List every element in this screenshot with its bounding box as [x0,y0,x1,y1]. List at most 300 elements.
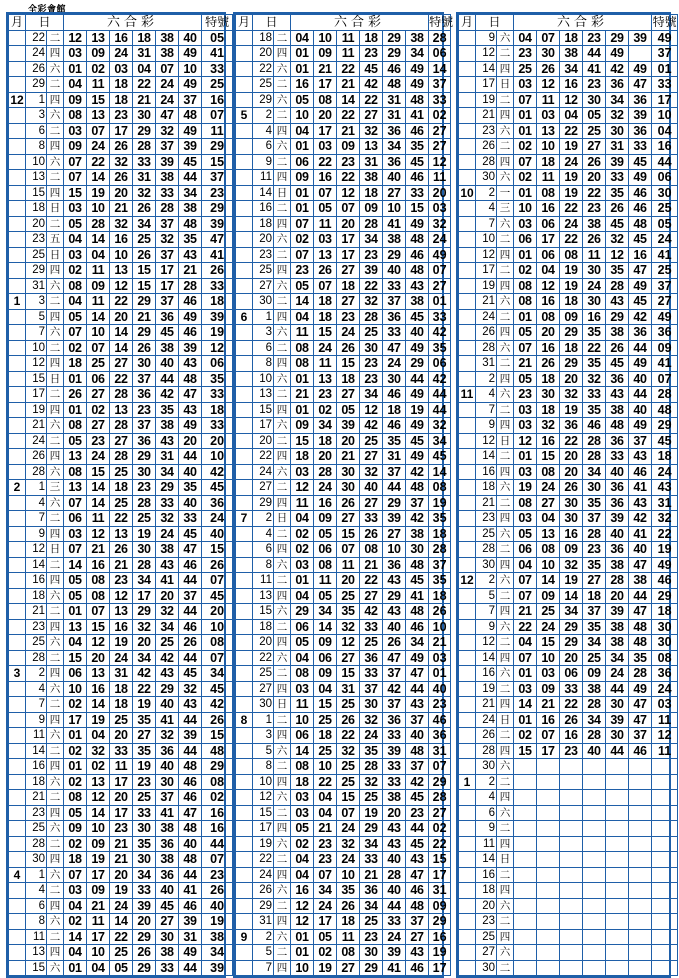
number-cell: 16 [110,232,133,248]
table-header-row [236,15,451,31]
number-cell: 03 [291,557,314,573]
number-cell: 36 [360,650,383,666]
number-cell: 02 [314,945,337,961]
special-number-cell: 44 [202,836,233,852]
draw-row [459,743,678,759]
number-cell: 04 [514,557,537,573]
number-cell: 38 [156,542,179,558]
number-cell: 05 [291,821,314,837]
number-cell: 37 [133,418,156,434]
number-cell: 45 [360,61,383,77]
special-number-cell: 45 [202,681,233,697]
number-cell: 36 [606,495,629,511]
draw-row [459,666,678,682]
number-cell: 11 [87,263,110,279]
day-cell: 5 [253,743,274,759]
day-cell: 25 [253,263,274,279]
day-cell: 3 [253,728,274,744]
header-title: 六合彩 [514,15,652,31]
number-cell: 20 [156,588,179,604]
number-cell: 38 [606,619,629,635]
draw-row [459,836,678,852]
month-cell [236,92,253,108]
day-cell: 20 [253,635,274,651]
number-cell: 03 [314,232,337,248]
weekday-cell: 六 [497,170,514,186]
number-cell: 25 [133,511,156,527]
number-cell: 48 [179,759,202,775]
number-cell: 32 [606,232,629,248]
day-cell: 11 [26,728,47,744]
month-cell [459,371,476,387]
number-cell: 04 [291,588,314,604]
special-number-cell: 29 [202,139,233,155]
number-cell: 23 [337,309,360,325]
number-cell: 39 [606,712,629,728]
day-cell: 29 [26,263,47,279]
special-number-cell: 36 [429,728,451,744]
number-cell: 37 [406,914,429,930]
day-cell: 12 [253,790,274,806]
draw-row [459,588,678,604]
number-cell: 10 [87,201,110,217]
number-cell: 30 [360,340,383,356]
weekday-cell: 六 [497,123,514,139]
special-number-cell: 19 [429,945,451,961]
weekday-cell: 六 [497,480,514,496]
number-cell: 06 [514,542,537,558]
day-cell: 9 [253,154,274,170]
number-cell: 20 [560,449,583,465]
weekday-cell: 四 [47,185,64,201]
number-cell: 45 [179,666,202,682]
number-cell: 34 [360,387,383,403]
number-cell: 45 [629,232,652,248]
number-cell [514,929,537,945]
month-cell [459,92,476,108]
number-cell: 04 [64,898,87,914]
number-cell: 04 [87,247,110,263]
day-cell: 26 [26,449,47,465]
number-cell: 49 [406,449,429,465]
month-cell [459,46,476,62]
draw-row [9,356,233,372]
draw-row [236,681,451,697]
month-cell [9,418,26,434]
number-cell: 31 [606,139,629,155]
special-number-cell: 45 [652,433,678,449]
number-cell: 08 [514,495,537,511]
number-cell: 33 [383,914,406,930]
number-cell: 46 [629,743,652,759]
number-cell [514,774,537,790]
number-cell: 35 [583,356,606,372]
number-cell: 40 [360,480,383,496]
number-cell: 07 [514,650,537,666]
number-cell: 48 [406,480,429,496]
weekday-cell: 四 [47,402,64,418]
number-cell: 27 [337,294,360,310]
number-cell: 40 [383,883,406,899]
number-cell: 09 [87,883,110,899]
special-number-cell: 12 [429,154,451,170]
number-cell: 18 [560,30,583,46]
number-cell: 38 [606,402,629,418]
number-cell: 33 [133,883,156,899]
number-cell [560,960,583,976]
weekday-cell: 二 [497,92,514,108]
month-cell: 3 [9,666,26,682]
number-cell: 44 [406,371,429,387]
month-cell [236,573,253,589]
number-cell: 15 [337,526,360,542]
special-number-cell: 12 [652,728,678,744]
draw-row [236,511,451,527]
draw-row [236,526,451,542]
special-number-cell: 24 [202,511,233,527]
month-cell [459,418,476,434]
number-cell: 42 [133,666,156,682]
day-cell: 26 [476,325,497,341]
draw-row [9,805,233,821]
number-cell: 02 [87,61,110,77]
number-cell: 03 [291,464,314,480]
number-cell: 04 [291,309,314,325]
number-cell [606,883,629,899]
special-number-cell: 27 [652,294,678,310]
number-cell: 16 [291,883,314,899]
number-cell: 08 [537,542,560,558]
number-cell: 30 [560,511,583,527]
weekday-cell: 六 [274,883,291,899]
number-cell: 35 [583,402,606,418]
month-cell [9,588,26,604]
month-cell [236,170,253,186]
number-cell: 45 [606,216,629,232]
weekday-cell: 六 [274,139,291,155]
day-cell: 4 [476,790,497,806]
day-cell: 8 [253,356,274,372]
number-cell: 26 [383,635,406,651]
day-cell: 18 [26,588,47,604]
day-cell: 15 [26,185,47,201]
number-cell: 41 [383,960,406,976]
number-cell: 01 [514,123,537,139]
number-cell: 16 [560,728,583,744]
number-cell: 15 [64,185,87,201]
day-cell: 6 [26,898,47,914]
special-number-cell: 23 [202,867,233,883]
number-cell: 43 [179,402,202,418]
weekday-cell: 四 [497,697,514,713]
draw-row [9,790,233,806]
day-cell: 28 [26,464,47,480]
number-cell: 24 [360,728,383,744]
number-cell: 47 [406,867,429,883]
weekday-cell: 六 [497,805,514,821]
month-cell: 1 [9,294,26,310]
day-cell: 10 [26,154,47,170]
special-number-cell [652,914,678,930]
special-number-cell: 01 [429,294,451,310]
month-cell: 5 [236,108,253,124]
number-cell: 46 [406,170,429,186]
number-cell: 36 [629,123,652,139]
draw-row [236,867,451,883]
number-cell: 35 [583,495,606,511]
number-cell: 13 [64,480,87,496]
number-cell: 21 [179,263,202,279]
weekday-cell: 三 [497,201,514,217]
draw-row [9,247,233,263]
number-cell: 17 [537,232,560,248]
number-cell: 34 [156,464,179,480]
number-cell: 25 [314,743,337,759]
month-cell [236,387,253,403]
number-cell: 40 [406,728,429,744]
number-cell: 10 [87,821,110,837]
number-cell: 40 [156,697,179,713]
special-number-cell: 09 [429,898,451,914]
draw-row [459,61,678,77]
number-cell: 20 [110,309,133,325]
weekday-cell: 二 [497,588,514,604]
month-cell [459,139,476,155]
number-cell: 23 [133,480,156,496]
draw-row [9,46,233,62]
draw-row [236,666,451,682]
number-cell: 21 [133,309,156,325]
number-cell: 15 [537,449,560,465]
weekday-cell: 二 [497,681,514,697]
number-cell: 12 [291,914,314,930]
day-cell: 27 [253,681,274,697]
draw-row [236,712,451,728]
number-cell: 30 [383,371,406,387]
number-cell: 38 [360,170,383,186]
number-cell: 25 [514,61,537,77]
number-cell: 08 [291,340,314,356]
number-cell: 33 [360,511,383,527]
special-number-cell: 25 [652,263,678,279]
number-cell: 49 [629,418,652,434]
day-cell: 13 [26,170,47,186]
number-cell: 34 [314,883,337,899]
weekday-cell: 四 [47,852,64,868]
number-cell: 40 [629,542,652,558]
number-cell: 28 [583,728,606,744]
day-cell: 20 [253,46,274,62]
number-cell: 45 [629,294,652,310]
number-cell: 03 [514,402,537,418]
number-cell: 28 [606,573,629,589]
draw-row [459,46,678,62]
number-cell: 48 [629,619,652,635]
number-cell [583,774,606,790]
number-cell: 43 [406,852,429,868]
special-number-cell: 08 [652,650,678,666]
special-number-cell: 35 [429,573,451,589]
number-cell: 49 [406,61,429,77]
number-cell: 45 [406,309,429,325]
special-number-cell: 16 [652,139,678,155]
number-cell: 40 [629,371,652,387]
number-cell: 29 [133,449,156,465]
number-cell [606,898,629,914]
weekday-cell: 六 [274,464,291,480]
weekday-cell: 四 [47,759,64,775]
draw-row [9,914,233,930]
number-cell: 16 [110,619,133,635]
weekday-cell: 四 [497,604,514,620]
number-cell: 44 [406,681,429,697]
special-number-cell: 15 [202,542,233,558]
special-number-cell: 07 [202,852,233,868]
number-cell: 05 [583,108,606,124]
number-cell: 28 [133,557,156,573]
draw-row [459,929,678,945]
number-cell: 04 [291,852,314,868]
draw-row [9,449,233,465]
month-cell [459,619,476,635]
special-number-cell: 27 [429,139,451,155]
weekday-cell: 六 [497,340,514,356]
day-cell: 14 [253,185,274,201]
number-cell: 27 [583,573,606,589]
day-cell: 31 [476,356,497,372]
number-cell: 44 [629,588,652,604]
number-cell: 05 [337,402,360,418]
weekday-cell: 六 [497,666,514,682]
number-cell: 44 [179,604,202,620]
month-cell [459,557,476,573]
weekday-cell: 六 [497,898,514,914]
number-cell: 43 [406,278,429,294]
number-cell: 25 [110,495,133,511]
number-cell: 43 [606,387,629,403]
special-number-cell: 19 [202,325,233,341]
day-cell: 23 [253,247,274,263]
number-cell: 43 [156,666,179,682]
number-cell: 27 [337,511,360,527]
number-cell: 49 [406,77,429,93]
number-cell [537,759,560,775]
number-cell: 36 [383,309,406,325]
special-number-cell: 15 [429,852,451,868]
draw-row [459,309,678,325]
number-cell: 12 [110,588,133,604]
number-cell: 29 [133,960,156,976]
special-number-cell: 33 [202,61,233,77]
special-number-cell: 12 [202,340,233,356]
number-cell: 04 [64,232,87,248]
draw-row [9,836,233,852]
draw-row [236,759,451,775]
special-number-cell: 33 [202,418,233,434]
number-cell: 31 [383,449,406,465]
number-cell: 30 [156,774,179,790]
weekday-cell: 二 [47,123,64,139]
draw-row [236,542,451,558]
weekday-cell: 二 [497,635,514,651]
month-cell [236,61,253,77]
number-cell: 44 [606,681,629,697]
special-number-cell: 14 [429,464,451,480]
number-cell: 22 [337,108,360,124]
draw-row [9,123,233,139]
number-cell: 32 [360,123,383,139]
month-cell [459,588,476,604]
weekday-cell: 四 [497,154,514,170]
number-cell: 42 [156,387,179,403]
draw-row [236,325,451,341]
day-cell: 23 [476,511,497,527]
month-cell [236,418,253,434]
number-cell: 10 [537,650,560,666]
number-cell: 26 [583,232,606,248]
draw-row [9,309,233,325]
number-cell: 23 [87,433,110,449]
number-cell: 24 [314,340,337,356]
number-cell: 23 [583,201,606,217]
number-cell [560,914,583,930]
number-cell [606,945,629,961]
number-cell: 40 [383,170,406,186]
draw-row [9,154,233,170]
number-cell: 14 [87,495,110,511]
number-cell: 08 [64,418,87,434]
number-cell: 19 [560,573,583,589]
number-cell: 22 [87,154,110,170]
draw-row [459,852,678,868]
number-cell: 24 [314,898,337,914]
weekday-cell: 二 [274,480,291,496]
day-cell: 30 [476,759,497,775]
number-cell: 42 [629,309,652,325]
number-cell [583,759,606,775]
month-cell [459,960,476,976]
weekday-cell: 六 [497,294,514,310]
day-cell: 22 [253,852,274,868]
month-cell [236,681,253,697]
draw-row [459,154,678,170]
number-cell [537,867,560,883]
number-cell: 17 [110,774,133,790]
number-cell: 20 [606,588,629,604]
special-number-cell [652,852,678,868]
number-cell: 36 [156,743,179,759]
month-cell [459,635,476,651]
special-number-cell: 49 [652,557,678,573]
weekday-cell: 六 [274,61,291,77]
number-cell: 02 [64,836,87,852]
draw-row [9,464,233,480]
month-cell [9,960,26,976]
number-cell: 04 [560,108,583,124]
number-cell: 11 [337,929,360,945]
number-cell: 26 [360,526,383,542]
month-cell [236,123,253,139]
special-number-cell: 28 [429,30,451,46]
number-cell: 04 [64,77,87,93]
number-cell [629,960,652,976]
weekday-cell: 六 [47,960,64,976]
number-cell: 08 [537,185,560,201]
number-cell: 18 [291,774,314,790]
number-cell: 11 [337,557,360,573]
number-cell [583,960,606,976]
number-cell: 18 [360,185,383,201]
